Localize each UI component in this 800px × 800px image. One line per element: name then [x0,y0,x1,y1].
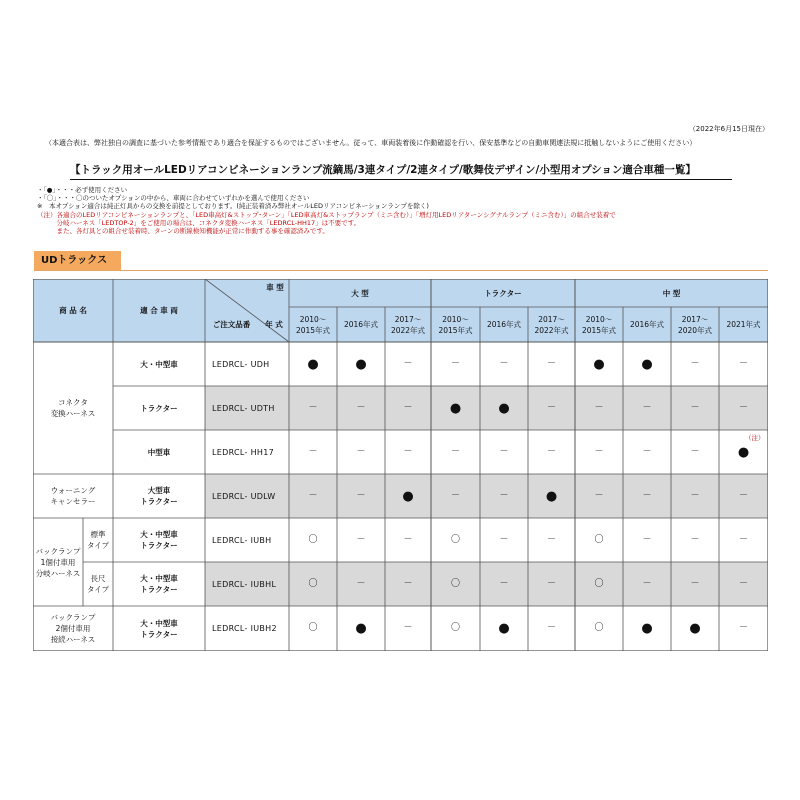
not-applicable-mark: － [546,623,556,633]
required-mark: ● [593,356,605,372]
not-applicable-mark: － [690,402,700,413]
year-header: 2017～ 2022年式 [390,314,426,335]
required-mark: ● [307,356,319,372]
optional-mark: 〇 [450,578,460,589]
note-required: ・「●」・・・必ず使用ください [37,186,128,194]
compatibility-table [33,279,768,651]
subtype-standard: 標準 タイプ [86,530,110,550]
year-header: 2017～ 2020年式 [677,314,713,335]
order-code: LEDRCL- UDLW [212,491,276,501]
optional-mark: 〇 [308,534,318,545]
optional-mark: 〇 [594,623,604,633]
not-applicable-mark: － [594,490,604,501]
year-header: 2010～ 2015年式 [581,314,617,335]
not-applicable-mark: － [356,446,366,457]
not-applicable-mark: － [690,578,700,589]
required-mark: ● [449,400,462,416]
required-mark: ● [355,356,367,372]
note-premise: ※ 本オプション適合は純正灯具からの交換を前提としております。(純正装着済み弊社オールLEDリアコンビネーションランプを除く) [37,202,429,210]
not-applicable-mark: － [450,490,460,501]
not-applicable-mark: － [308,490,318,501]
header-product-name: 商 品 名 [59,306,87,315]
vehicle-cell: 中型車 [147,447,171,457]
not-applicable-mark: － [499,534,509,545]
not-applicable-mark: － [450,446,460,457]
not-applicable-mark: － [690,490,700,501]
subtype-long: 長尺 タイプ [86,574,110,594]
not-applicable-mark: － [642,578,652,589]
red-note-3: また、各灯具との組合せ装着時、ターンの断線検知機能が正常に作動する事を確認済みです。 [37,227,329,235]
not-applicable-mark: － [356,490,366,501]
order-code: LEDRCL- IUBHL [212,579,277,589]
not-applicable-mark: － [642,490,652,501]
not-applicable-mark: － [690,534,700,545]
not-applicable-mark: － [594,402,604,413]
year-header: 2016年式 [486,320,522,329]
header-type-label: 車 型 [266,282,284,292]
order-code: LEDRCL- IUBH2 [212,624,277,633]
not-applicable-mark: － [546,446,556,457]
not-applicable-mark: － [356,402,366,413]
not-applicable-mark: － [403,358,413,369]
product-connector-harness: コネクタ 変換ハーネス [50,398,96,418]
not-applicable-mark: － [308,402,318,413]
required-mark: ● [545,488,558,504]
group-medium: 中 型 [662,288,681,298]
order-code: LEDRCL- UDTH [212,403,275,413]
required-mark: ● [355,621,367,636]
not-applicable-mark: － [403,534,413,545]
brand-label: UDトラックス [34,251,121,270]
red-note-2: 分岐ハーネス「LEDTOP-2」をご使用の場合は、コネクタ変換ハーネス「LEDRCL-HH17」は不要です。 [37,219,361,227]
not-applicable-mark: － [642,446,652,457]
not-applicable-mark: － [642,534,652,545]
not-applicable-mark: － [308,446,318,457]
product-warning-canceller: ウォーニング キャンセラー [50,486,96,506]
not-applicable-mark: － [546,402,556,413]
order-code: LEDRCL- IUBH [212,535,272,545]
not-applicable-mark: － [499,446,509,457]
not-applicable-mark: － [356,534,366,545]
not-applicable-mark: － [738,490,748,501]
not-applicable-mark: － [403,402,413,413]
not-applicable-mark: － [450,358,460,369]
group-large: 大 型 [351,288,369,298]
group-tractor: トラクター [484,288,522,298]
product-backlamp-single-harness: バックランプ 1個付車用 分岐ハーネス [35,546,81,578]
document-title: 【トラック用オールLEDリアコンビネーションランプ流鏑馬/3連タイプ/2連タイプ/歌舞伎デザイン/小型用オプション適合車種一覧】 [70,162,732,180]
disclaimer-text: （本適合表は、弊社独自の調査に基づいた参考情報であり適合を保証するものではございません。従って、車両装着後に作動確認を行い、保安基準などの自動車関連法規に抵触しないようにご使用ください） [45,139,697,147]
required-mark: ● [641,356,653,372]
not-applicable-mark: － [356,578,366,589]
not-applicable-mark: － [690,358,700,369]
not-applicable-mark: － [738,623,748,633]
not-applicable-mark: － [403,446,413,457]
vehicle-cell: トラクター [140,403,178,413]
not-applicable-mark: － [546,534,556,545]
not-applicable-mark: － [738,402,748,413]
vehicle-cell: 大・中型車 トラクター [140,530,178,550]
year-header: 2021年式 [726,320,761,329]
required-mark: ● [737,444,750,460]
not-applicable-mark: － [738,534,748,545]
not-applicable-mark: － [546,358,556,369]
header-vehicle: 適 合 車 両 [140,306,178,315]
optional-mark: 〇 [594,534,604,545]
vehicle-cell: 大・中型車 トラクター [140,574,178,594]
optional-mark: 〇 [308,623,318,633]
vehicle-cell: 大型車 トラクター [140,486,178,506]
note-optional: ・「〇」・・・〇のついたオプションの中から、車両に合わせていずれかを選んで使用ください [37,194,310,202]
required-mark: ● [402,488,414,504]
year-header: 2010～ 2015年式 [295,314,331,335]
not-applicable-mark: － [642,402,652,413]
note-reference-mark: （注） [745,434,765,442]
required-mark: ● [689,621,701,636]
year-header: 2016年式 [343,320,379,329]
year-header: 2010～ 2015年式 [438,314,473,335]
not-applicable-mark: － [499,358,509,369]
not-applicable-mark: － [403,578,413,589]
not-applicable-mark: － [499,578,509,589]
product-backlamp-double-harness: バックランプ 2個付車用 接続ハーネス [50,613,96,644]
not-applicable-mark: － [499,490,509,501]
header-year-label: 年 式 [265,319,283,329]
not-applicable-mark: － [738,358,748,369]
year-header: 2016年式 [629,320,665,329]
not-applicable-mark: － [690,446,700,457]
optional-mark: 〇 [594,578,604,589]
required-mark: ● [498,400,510,416]
vehicle-cell: 大・中型車 [140,359,178,369]
order-code: LEDRCL- HH17 [212,447,274,457]
optional-mark: 〇 [450,534,460,545]
brand-divider [34,270,768,271]
required-mark: ● [498,621,510,636]
vehicle-cell: 大・中型車 トラクター [140,618,178,639]
year-header: 2017～ 2022年式 [534,314,569,335]
not-applicable-mark: － [738,578,748,589]
as-of-date: （2022年6月15日現在） [688,125,769,133]
required-mark: ● [641,621,653,636]
not-applicable-mark: － [546,578,556,589]
optional-mark: 〇 [308,578,318,589]
red-note-1: （注）各適合のLEDリアコンビネーションランプと、「LED車高灯&ストップ･ターン」「LED車高灯&ストップランプ（ミニ含む）」「増灯用LEDリアターンシグナルランプ（ミニ含む）」の組合せ装着で [37,211,616,219]
header-code-label: ご注文品番 [212,319,251,329]
order-code: LEDRCL- UDH [212,359,270,369]
not-applicable-mark: － [594,446,604,457]
optional-mark: 〇 [450,623,460,633]
not-applicable-mark: － [403,623,413,633]
